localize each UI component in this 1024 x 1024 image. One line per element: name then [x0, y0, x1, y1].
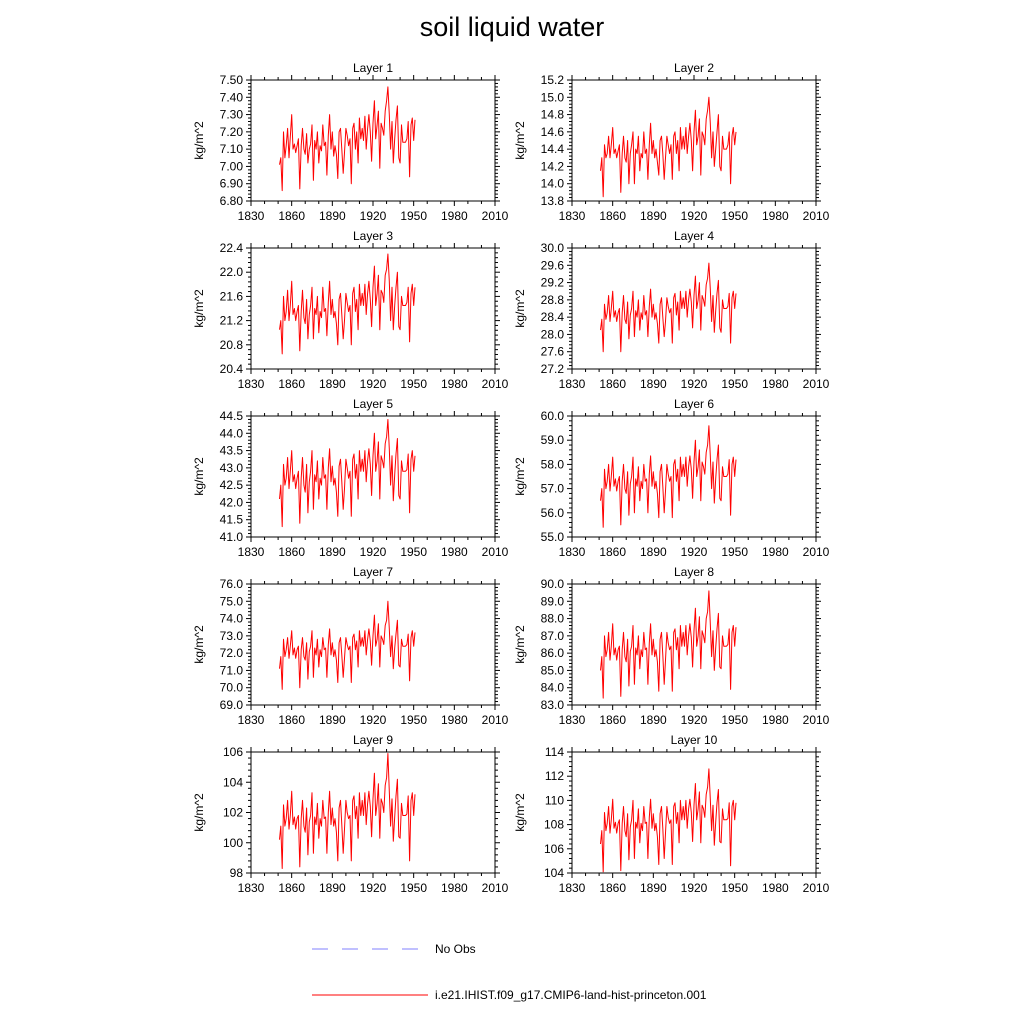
- panel-layer-2: [513, 61, 830, 223]
- x-tick-label: 2010: [802, 881, 830, 895]
- y-tick-label: 14.8: [540, 107, 564, 122]
- x-tick-label: 1830: [237, 377, 265, 391]
- y-tick-label: 108: [543, 817, 564, 832]
- x-tick-label: 1980: [440, 209, 468, 223]
- x-tick-label: 1950: [721, 545, 749, 559]
- x-tick-label: 1860: [599, 209, 627, 223]
- y-tick-label: 14.4: [540, 142, 564, 157]
- x-tick-label: 1890: [639, 881, 667, 895]
- x-tick-label: 1950: [721, 881, 749, 895]
- y-tick-label: 27.6: [540, 344, 564, 359]
- y-tick-label: 104: [222, 775, 243, 790]
- y-tick-label: 85.0: [540, 663, 564, 678]
- x-tick-label: 1890: [318, 713, 346, 727]
- x-tick-label: 1890: [318, 881, 346, 895]
- y-tick-label: 6.80: [219, 194, 243, 208]
- x-tick-label: 1860: [599, 713, 627, 727]
- y-tick-label: 13.8: [540, 194, 564, 208]
- y-tick-label: 44.5: [219, 409, 243, 423]
- y-tick-label: 89.0: [540, 594, 564, 609]
- x-tick-label: 2010: [802, 545, 830, 559]
- x-tick-label: 1830: [558, 881, 586, 895]
- y-tick-label: 22.4: [219, 241, 243, 255]
- x-tick-label: 2010: [481, 713, 509, 727]
- y-axis-label: kg/m^2: [513, 289, 527, 328]
- y-tick-label: 43.0: [219, 460, 243, 475]
- panel-layer-5: [192, 397, 509, 559]
- y-axis-label: kg/m^2: [192, 457, 206, 496]
- x-tick-label: 1950: [721, 713, 749, 727]
- x-tick-label: 1950: [400, 713, 428, 727]
- y-tick-label: 21.2: [219, 313, 243, 328]
- x-tick-label: 1950: [400, 377, 428, 391]
- panel-layer-4: [513, 229, 830, 391]
- panel-layer-6: [513, 397, 830, 559]
- panel-layer-1: [192, 61, 509, 223]
- y-tick-label: 7.10: [219, 142, 243, 157]
- x-tick-label: 1920: [680, 545, 708, 559]
- x-tick-label: 2010: [481, 881, 509, 895]
- plot-frame: [251, 80, 495, 201]
- x-tick-label: 2010: [802, 713, 830, 727]
- y-tick-label: 42.5: [219, 478, 243, 493]
- y-tick-label: 7.00: [219, 159, 243, 174]
- series-line: [601, 769, 737, 872]
- y-tick-label: 87.0: [540, 628, 564, 643]
- plot-frame: [572, 248, 816, 369]
- x-tick-label: 1980: [761, 377, 789, 391]
- y-tick-label: 20.8: [219, 337, 243, 352]
- x-tick-label: 1980: [440, 545, 468, 559]
- x-tick-label: 2010: [802, 209, 830, 223]
- x-tick-label: 2010: [802, 377, 830, 391]
- panel-title: Layer 7: [352, 565, 394, 579]
- y-tick-label: 15.0: [540, 90, 564, 105]
- y-tick-label: 56.0: [540, 505, 564, 520]
- y-tick-label: 30.0: [540, 241, 564, 255]
- panel-title: Layer 10: [670, 733, 718, 747]
- x-tick-label: 1890: [639, 713, 667, 727]
- y-tick-label: 7.50: [219, 73, 243, 87]
- x-tick-label: 1860: [599, 545, 627, 559]
- x-tick-label: 1890: [639, 209, 667, 223]
- y-tick-label: 98: [229, 866, 243, 880]
- x-tick-label: 1920: [359, 377, 387, 391]
- x-tick-label: 1980: [440, 377, 468, 391]
- y-tick-label: 22.0: [219, 265, 243, 280]
- x-tick-label: 2010: [481, 377, 509, 391]
- panel-title: Layer 2: [673, 61, 715, 75]
- x-tick-label: 1950: [400, 881, 428, 895]
- y-tick-label: 73.0: [219, 628, 243, 643]
- panel-title: Layer 1: [352, 61, 394, 75]
- x-tick-label: 1830: [237, 209, 265, 223]
- x-tick-label: 1890: [318, 377, 346, 391]
- series-line: [280, 420, 416, 527]
- y-tick-label: 60.0: [540, 409, 564, 423]
- y-tick-label: 69.0: [219, 698, 243, 712]
- panel-layer-10: [513, 733, 830, 895]
- x-tick-label: 1920: [680, 881, 708, 895]
- x-tick-label: 1980: [761, 881, 789, 895]
- plot-frame: [572, 584, 816, 705]
- x-tick-label: 1890: [639, 377, 667, 391]
- x-tick-label: 2010: [481, 209, 509, 223]
- y-axis-label: kg/m^2: [192, 121, 206, 160]
- series-line: [601, 591, 737, 698]
- x-tick-label: 1860: [278, 377, 306, 391]
- panel-title: Layer 9: [352, 733, 394, 747]
- series-line: [280, 87, 416, 191]
- y-tick-label: 27.2: [540, 362, 564, 376]
- panel-layer-7: [192, 565, 509, 727]
- x-tick-label: 1830: [237, 545, 265, 559]
- y-axis-label: kg/m^2: [513, 457, 527, 496]
- y-tick-label: 43.5: [219, 443, 243, 458]
- page-title: soil liquid water: [419, 12, 605, 42]
- y-axis-label: kg/m^2: [192, 793, 206, 832]
- x-tick-label: 1980: [761, 209, 789, 223]
- y-tick-label: 72.0: [219, 646, 243, 661]
- x-tick-label: 1860: [278, 209, 306, 223]
- y-tick-label: 71.0: [219, 663, 243, 678]
- plot-frame: [251, 416, 495, 537]
- y-tick-label: 14.6: [540, 124, 564, 139]
- series-line: [601, 426, 737, 528]
- y-axis-label: kg/m^2: [513, 121, 527, 160]
- y-tick-label: 41.0: [219, 530, 243, 544]
- series-line: [280, 754, 416, 869]
- y-tick-label: 28.8: [540, 292, 564, 307]
- y-tick-label: 29.2: [540, 275, 564, 290]
- y-tick-label: 90.0: [540, 577, 564, 591]
- y-tick-label: 88.0: [540, 611, 564, 626]
- panel-layer-9: [192, 733, 509, 895]
- x-tick-label: 1920: [680, 713, 708, 727]
- y-tick-label: 7.30: [219, 107, 243, 122]
- x-tick-label: 1860: [599, 881, 627, 895]
- x-tick-label: 1920: [680, 209, 708, 223]
- series-line: [601, 97, 737, 196]
- y-tick-label: 55.0: [540, 530, 564, 544]
- y-tick-label: 74.0: [219, 611, 243, 626]
- x-tick-label: 1920: [680, 377, 708, 391]
- y-tick-label: 83.0: [540, 698, 564, 712]
- panel-title: Layer 3: [352, 229, 394, 243]
- plot-frame: [572, 416, 816, 537]
- y-tick-label: 44.0: [219, 426, 243, 441]
- x-tick-label: 1980: [440, 713, 468, 727]
- x-tick-label: 1920: [359, 545, 387, 559]
- y-tick-label: 7.20: [219, 124, 243, 139]
- x-tick-label: 1950: [400, 209, 428, 223]
- x-tick-label: 2010: [481, 545, 509, 559]
- y-tick-label: 28.4: [540, 310, 564, 325]
- y-axis-label: kg/m^2: [192, 625, 206, 664]
- x-tick-label: 1860: [278, 881, 306, 895]
- y-tick-label: 84.0: [540, 680, 564, 695]
- y-tick-label: 20.4: [219, 362, 243, 376]
- y-tick-label: 14.2: [540, 159, 564, 174]
- y-tick-label: 7.40: [219, 90, 243, 105]
- y-tick-label: 58.0: [540, 457, 564, 472]
- legend-series-label: i.e21.IHIST.f09_g17.CMIP6-land-hist-princeton.001: [435, 988, 707, 1002]
- y-tick-label: 75.0: [219, 594, 243, 609]
- y-tick-label: 102: [222, 805, 243, 820]
- y-tick-label: 29.6: [540, 258, 564, 273]
- x-tick-label: 1860: [278, 713, 306, 727]
- x-tick-label: 1830: [558, 545, 586, 559]
- panel-title: Layer 5: [352, 397, 394, 411]
- panel-layer-8: [513, 565, 830, 727]
- x-tick-label: 1890: [318, 209, 346, 223]
- x-tick-label: 1980: [761, 545, 789, 559]
- x-tick-label: 1830: [237, 881, 265, 895]
- y-tick-label: 70.0: [219, 680, 243, 695]
- legend-noobs-label: No Obs: [435, 942, 476, 956]
- y-tick-label: 100: [222, 835, 243, 850]
- x-tick-label: 1920: [359, 209, 387, 223]
- y-tick-label: 14.0: [540, 176, 564, 191]
- panel-layer-3: [192, 229, 509, 391]
- x-tick-label: 1830: [558, 713, 586, 727]
- y-tick-label: 106: [222, 745, 243, 759]
- x-tick-label: 1830: [237, 713, 265, 727]
- y-tick-label: 41.5: [219, 512, 243, 527]
- y-tick-label: 110: [544, 793, 564, 808]
- y-tick-label: 59.0: [540, 433, 564, 448]
- y-tick-label: 21.6: [219, 289, 243, 304]
- y-tick-label: 15.2: [540, 73, 564, 87]
- x-tick-label: 1890: [639, 545, 667, 559]
- x-tick-label: 1920: [359, 713, 387, 727]
- x-tick-label: 1920: [359, 881, 387, 895]
- panel-title: Layer 4: [673, 229, 715, 243]
- y-tick-label: 86.0: [540, 646, 564, 661]
- y-tick-label: 104: [543, 866, 564, 880]
- y-tick-label: 57.0: [540, 481, 564, 496]
- y-axis-label: kg/m^2: [513, 625, 527, 664]
- y-tick-label: 42.0: [219, 495, 243, 510]
- plot-frame: [251, 752, 495, 873]
- x-tick-label: 1830: [558, 209, 586, 223]
- series-line: [280, 601, 416, 689]
- x-tick-label: 1980: [440, 881, 468, 895]
- panel-title: Layer 6: [673, 397, 715, 411]
- series-line: [280, 254, 416, 354]
- x-tick-label: 1860: [599, 377, 627, 391]
- panel-title: Layer 8: [673, 565, 715, 579]
- x-tick-label: 1980: [761, 713, 789, 727]
- x-tick-label: 1890: [318, 545, 346, 559]
- x-tick-label: 1830: [558, 377, 586, 391]
- y-tick-label: 6.90: [219, 176, 243, 191]
- x-tick-label: 1950: [400, 545, 428, 559]
- y-tick-label: 76.0: [219, 577, 243, 591]
- series-line: [601, 263, 737, 352]
- y-tick-label: 28.0: [540, 327, 564, 342]
- y-axis-label: kg/m^2: [192, 289, 206, 328]
- y-tick-label: 106: [543, 841, 564, 856]
- plot-frame: [251, 248, 495, 369]
- y-axis-label: kg/m^2: [513, 793, 527, 832]
- x-tick-label: 1950: [721, 209, 749, 223]
- x-tick-label: 1860: [278, 545, 306, 559]
- x-tick-label: 1950: [721, 377, 749, 391]
- y-tick-label: 114: [544, 745, 564, 759]
- y-tick-label: 112: [544, 769, 564, 784]
